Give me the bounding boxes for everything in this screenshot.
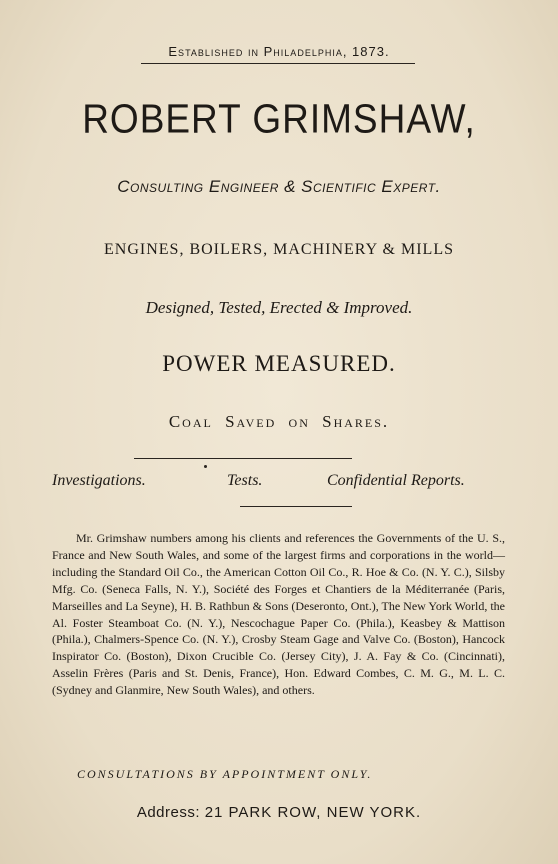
services-tagline (52, 472, 506, 492)
address-value: 21 PARK ROW, NEW YORK. (204, 804, 422, 821)
address-label: Address: (136, 804, 201, 821)
divider-top (134, 458, 352, 459)
designed-line: Designed, Tested, Erected & Improved. (145, 298, 413, 317)
engineer-name: ROBERT GRIMSHAW, (82, 96, 476, 142)
services-line: ENGINES, BOILERS, MACHINERY & MILLS (104, 241, 454, 258)
address-line (0, 804, 558, 821)
profession-subtitle: Consulting Engineer & Scientific Expert. (117, 177, 441, 196)
coal-saved-line: Coal Saved on Shares. (168, 412, 390, 431)
established-line: Established in Philadelphia, 1873. (168, 44, 390, 59)
established-underline (141, 63, 415, 64)
clients-paragraph: Mr. Grimshaw numbers among his clients and references the Governments of the U. S., France and New South Wales, and some of the largest firms and corporations in the world—including the Standard Oil Co., the American Cotton Oil Co., R. Hoe & Co. (N. Y. C.), Silsby Mfg. Co. (Seneca Falls, N. Y.), Société des Forges et Chantiers de la Méditerranée (Paris, Marseilles and La Seyne), H. B. Rathbun & Sons (Deseronto, Ont.), The New York World, the Al. Foster Steamboat Co. (N. Y.), Nescochague Paper Co. (Phila.), Keasbey & Mattison (Phila.), Chalmers-Spence Co. (N. Y.), Crosby Steam Gage and Valve Co. (Boston), Hancock Inspirator Co. (Boston), Dixon Crucible Co. (Jersey City), J. A. Fay & Co. (Cincinnati), Asselin Frères (Paris and St. Denis, France), Hon. Edward Combes, C. M. G., M. L. C. (Sydney and Glanmire, New South Wales), and others. (52, 531, 505, 698)
power-measured-heading: POWER MEASURED. (162, 351, 396, 376)
divider-bottom (240, 506, 352, 507)
ornament-dot (204, 465, 207, 468)
tagline-reports: Confidential Reports. (327, 472, 465, 489)
tagline-investigations: Investigations. (52, 472, 146, 489)
consultations-line: CONSULTATIONS BY APPOINTMENT ONLY. (77, 767, 373, 781)
tagline-tests: Tests. (227, 472, 263, 489)
